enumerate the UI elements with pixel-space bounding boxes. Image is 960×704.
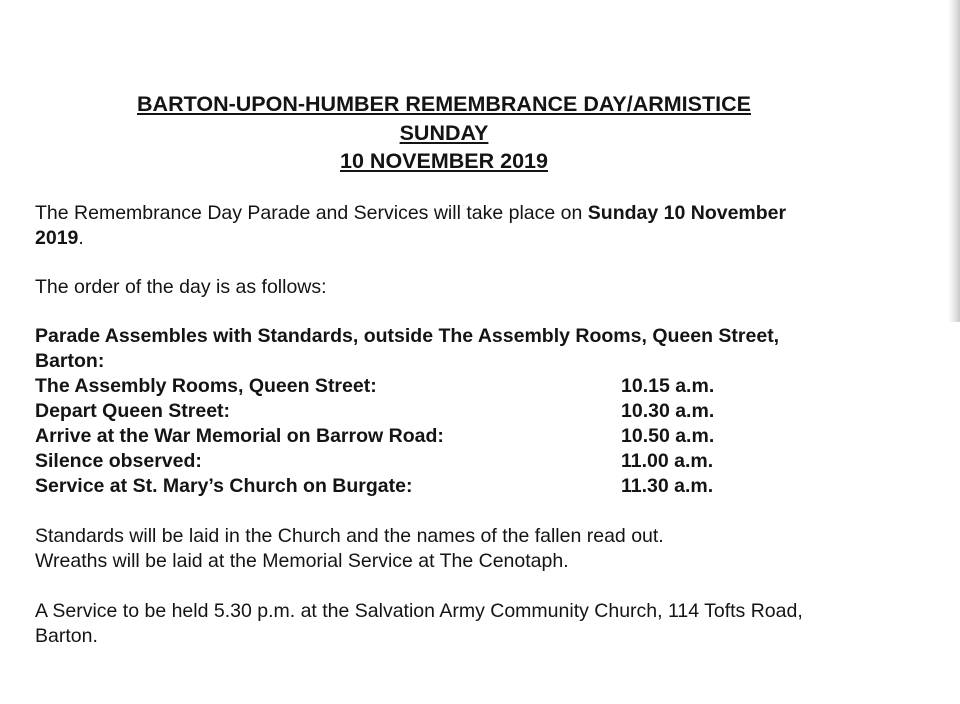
schedule-label: Silence observed: — [35, 450, 202, 472]
order-intro: The order of the day is as follows: — [35, 276, 327, 298]
schedule-label: Depart Queen Street: — [35, 400, 231, 422]
schedule-row — [35, 424, 755, 449]
intro-prefix: The Remembrance Day Parade and Services will take place on — [35, 202, 588, 224]
schedule-heading: Parade Assembles with Standards, outside The Assembly Rooms, Queen Street, Barton: — [35, 325, 780, 372]
schedule-time: 10.50 a.m. — [621, 425, 715, 447]
evening-service-paragraph: A Service to be held 5.30 p.m. at the Salvation Army Community Church, 114 Tofts Road, Barton. — [35, 600, 803, 647]
schedule-row — [35, 474, 755, 499]
schedule-label: Arrive at the War Memorial on Barrow Road: — [35, 425, 444, 447]
schedule-label: Service at St. Mary’s Church on Burgate: — [35, 475, 413, 497]
schedule-row — [35, 449, 755, 474]
intro-date: Sunday 10 November 2019 — [35, 202, 787, 249]
page-edge-shadow — [948, 0, 960, 322]
schedule-time: 10.30 a.m. — [621, 400, 715, 422]
intro-paragraph — [35, 201, 795, 251]
schedule-time: 10.15 a.m. — [621, 375, 715, 397]
schedule-time: 11.30 a.m. — [621, 475, 714, 497]
title-date: 10 NOVEMBER 2019 — [340, 149, 548, 173]
schedule-list — [35, 374, 755, 499]
schedule-time: 11.00 a.m. — [621, 450, 714, 472]
document-title — [0, 90, 888, 176]
title-line-1: BARTON-UPON-HUMBER REMEMBRANCE DAY/ARMISTICE — [137, 92, 751, 116]
schedule-row — [35, 374, 755, 399]
schedule-row — [35, 399, 755, 424]
title-line-2: SUNDAY — [399, 120, 489, 145]
intro-suffix: . — [78, 227, 84, 249]
standards-note-line-2: Wreaths will be laid at the Memorial Service at The Cenotaph. — [35, 550, 569, 572]
standards-note-line-1: Standards will be laid in the Church and the names of the fallen read out. — [35, 525, 664, 547]
schedule-label: The Assembly Rooms, Queen Street: — [35, 375, 377, 397]
standards-note — [35, 524, 795, 574]
